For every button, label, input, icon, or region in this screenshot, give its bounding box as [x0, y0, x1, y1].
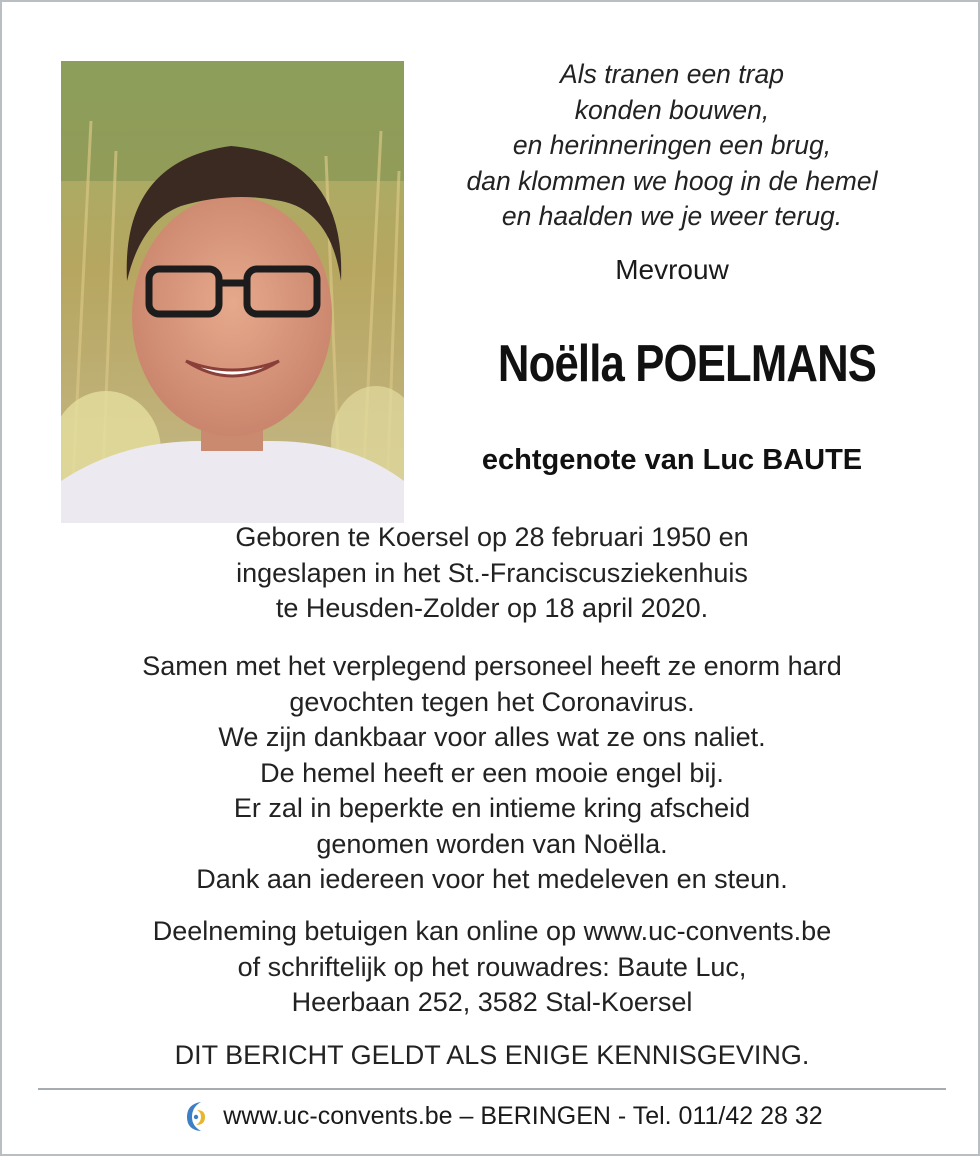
message-line: De hemel heeft er een mooie engel bij. [260, 757, 724, 788]
footer-contact: www.uc-convents.be – BERINGEN - Tel. 011/42 28 32 [223, 1101, 823, 1130]
deceased-name: Noëlla POELMANS [497, 335, 877, 393]
message-line: We zijn dankbaar voor alles wat ze ons naliet. [218, 722, 766, 752]
poem [412, 57, 932, 235]
poem-line: Als tranen een trap [560, 59, 784, 89]
honorific-title: Mevrouw [615, 254, 729, 285]
message-line: Dank aan iedereen voor het medeleven en steun. [196, 864, 788, 894]
message-line: gevochten tegen het Coronavirus. [289, 686, 695, 717]
condolence-info [42, 914, 942, 1021]
family-message [42, 649, 942, 898]
footer [122, 1095, 882, 1137]
portrait-photo [61, 61, 404, 523]
poem-line: en haalden we je weer terug. [501, 201, 843, 231]
message-line: genomen worden van Noëlla. [316, 828, 668, 859]
poem-line: konden bouwen, [574, 94, 770, 125]
official-notice: DIT BERICHT GELDT ALS ENIGE KENNISGEVING. [174, 1040, 810, 1070]
birth-death-line: ingeslapen in het St.-Franciscusziekenhuis [236, 557, 748, 588]
condolence-line: of schriftelijk op het rouwadres: Baute Luc, [237, 951, 747, 982]
condolence-line: Deelneming betuigen kan online op www.uc-convents.be [152, 916, 832, 946]
poem-line: en herinneringen een brug, [512, 130, 832, 160]
birth-death-details [42, 520, 942, 627]
birth-death-line: te Heusden-Zolder op 18 april 2020. [275, 593, 709, 623]
message-line: Samen met het verplegend personeel heeft ze enorm hard [142, 651, 842, 681]
spouse-relation: echtgenote van Luc BAUTE [481, 444, 863, 476]
message-line: Er zal in beperkte en intieme kring afscheid [233, 793, 751, 823]
condolence-line: Heerbaan 252, 3582 Stal-Koersel [291, 987, 693, 1017]
footer-divider [38, 1088, 946, 1090]
birth-death-line: Geboren te Koersel op 28 februari 1950 en [235, 522, 749, 552]
funeral-home-logo-icon [181, 1096, 211, 1136]
poem-line: dan klommen we hoog in de hemel [466, 165, 878, 196]
